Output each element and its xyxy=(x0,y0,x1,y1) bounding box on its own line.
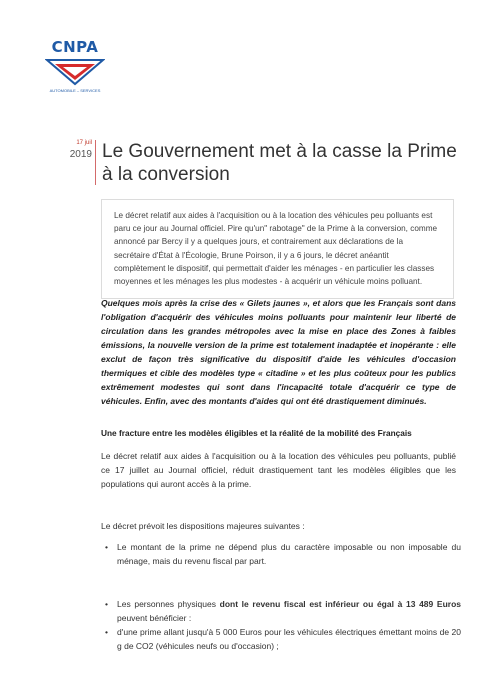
beneficiaries-list xyxy=(101,597,461,653)
bullet-text-bold: dont le revenu fiscal est inférieur ou égal à 13 489 Euros xyxy=(219,599,461,609)
list-item xyxy=(101,540,461,568)
date-year: 2019 xyxy=(69,149,92,160)
list-item xyxy=(101,597,461,625)
cnpa-logo[interactable] xyxy=(40,38,110,93)
logo-name: CNPA xyxy=(51,38,99,56)
logo-tagline: AUTOMOBILE – SERVICES xyxy=(49,88,101,93)
article-title: Le Gouvernement met à la casse la Prime à la conversion xyxy=(102,141,457,185)
summary-text: Le décret relatif aux aides à l'acquisition ou à la location des véhicules peu polluants est paru ce jour au Journal officiel. Pire qu'un" rabotage" de la Prime à la conversion, comme annoncé par Bercy il y a quelques jours, et contrairement aux déclarations de la secrétaire d'État à l'Écologie, Brune Poirson, il y a 6 jours, le décret anéantit complètement le dispositif, qui permettait d'aider les ménages - en particulier les classes moyennes et les ménages les plus modestes - à acquérir un véhicule moins polluant. xyxy=(114,211,438,287)
logo-emblem xyxy=(45,58,105,86)
bullet-text-pre: Les personnes physiques xyxy=(117,599,220,609)
date-day: 17 juil xyxy=(76,140,92,146)
bullet-text: Le montant de la prime ne dépend plus du caractère imposable ou non imposable du ménage, mais du revenu fiscal par part. xyxy=(117,542,461,566)
date-divider xyxy=(95,140,96,185)
paragraph-decret: Le décret relatif aux aides à l'acquisition ou à la location des véhicules peu polluants, publié ce 17 juillet au Journal officiel, réduit drastiquement tant les modèles éligibles que les populations qui auront accès à la prime. xyxy=(101,451,456,489)
article-lead: Quelques mois après la crise des « Gilets jaunes », et alors que les Français sont dans l'obligation d'acquérir des véhicules moins polluants pour maintenir leur liberté de circulation dans les grandes métropoles avec la mise en place des Zones à faibles émissions, la nouvelle version de la prime est totalement inadaptée et inopérante : elle exclut de façon très significative du dispositif d'aide les véhicules d'occasion thermiques et cible des modèles type « citadine » et les plus coûteux pour les publics extrêmement modestes qui sont dans l'incapacité totale d'acquérir ce type de véhicules. Enfin, avec des montants d'aides qui ont été drastiquement diminués. xyxy=(101,298,456,406)
publish-date xyxy=(66,140,92,160)
bullet-text-post: peuvent bénéficier : xyxy=(117,613,192,623)
section-heading: Une fracture entre les modèles éligibles et la réalité de la mobilité des Français xyxy=(101,428,412,438)
paragraph-dispositions: Le décret prévoit les dispositions majeures suivantes : xyxy=(101,521,305,531)
list-item xyxy=(101,625,461,653)
article-summary-box xyxy=(101,199,454,299)
dispositions-list xyxy=(101,540,461,568)
bullet-text: d'une prime allant jusqu'à 5 000 Euros pour les véhicules électriques émettant moins de 20 g de CO2 (véhicules neufs ou d'occasion) ; xyxy=(117,627,461,651)
